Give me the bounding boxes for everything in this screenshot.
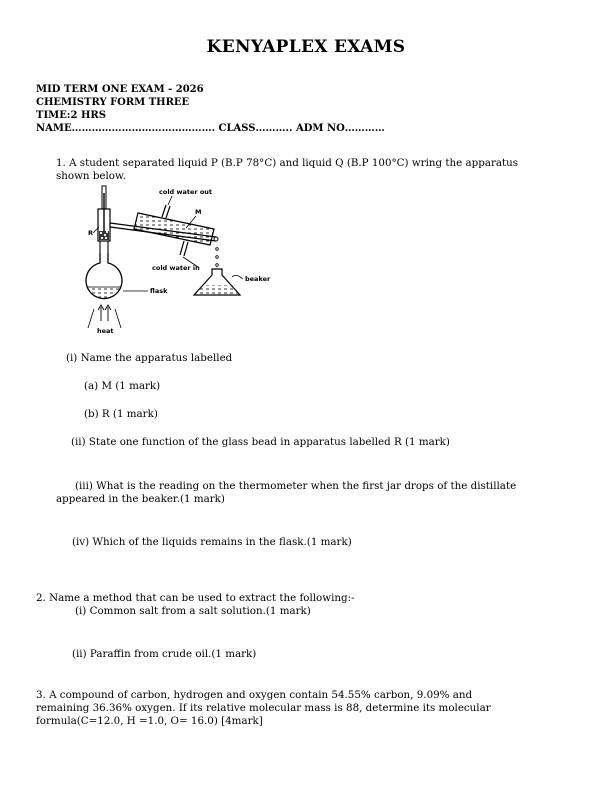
- q1-part-iv: (iv) Which of the liquids remains in the flask.(1 mark): [72, 536, 352, 548]
- q1-part-i-b: (b) R (1 mark): [84, 408, 158, 420]
- subject-class: CHEMISTRY FORM THREE: [36, 97, 190, 108]
- q1-part-iii-line1: (iii) What is the reading on the thermometer when the first jar drops of the distillate: [75, 480, 517, 492]
- label-flask: flask: [150, 287, 168, 295]
- exam-name: MID TERM ONE EXAM - 2026: [36, 84, 204, 95]
- label-beaker: beaker: [245, 275, 271, 283]
- q1-part-i: (i) Name the apparatus labelled: [66, 352, 233, 364]
- exam-duration: TIME:2 HRS: [36, 110, 106, 121]
- q2-part-ii: (ii) Paraffin from crude oil.(1 mark): [72, 648, 257, 660]
- receiving-beaker: [194, 269, 240, 295]
- q1-stem-line1: 1. A student separated liquid P (B.P 78°C) and liquid Q (B.P 100°C) wring the apparatus: [56, 157, 519, 169]
- label-m: M: [195, 208, 202, 216]
- q3-line3: formula(C=12.0, H =1.0, O= 16.0) [4mark]: [36, 715, 263, 727]
- distillation-apparatus-diagram: [80, 183, 280, 338]
- q2-stem: 2. Name a method that can be used to extract the following:-: [36, 592, 355, 604]
- label-heat: heat: [97, 327, 114, 335]
- q2-part-i: (i) Common salt from a salt solution.(1 mark): [75, 605, 311, 617]
- q1-stem-line2: shown below.: [56, 170, 126, 182]
- q3-line1: 3. A compound of carbon, hydrogen and oxygen contain 54.55% carbon, 9.09% and: [36, 689, 473, 701]
- q1-part-ii: (ii) State one function of the glass bead in apparatus labelled R (1 mark): [71, 436, 450, 448]
- glass-beads: [99, 231, 109, 240]
- label-r: R: [88, 229, 94, 237]
- q1-part-i-a: (a) M (1 mark): [84, 380, 161, 392]
- label-cold-water-in: cold water in: [152, 264, 200, 272]
- round-bottom-flask: [86, 253, 122, 299]
- heat-arrows: [88, 305, 121, 328]
- student-details-line: NAME……………………………………. CLASS……….. ADM NO…………: [36, 123, 385, 134]
- exam-title: KENYAPLEX EXAMS: [206, 37, 406, 57]
- fractionating-column: [98, 209, 110, 253]
- label-cold-water-out: cold water out: [159, 188, 213, 196]
- q1-part-iii-line2: appeared in the beaker.(1 mark): [56, 493, 225, 505]
- q3-line2: remaining 36.36% oxygen. If its relative molecular mass is 88, determine its molecular: [36, 702, 491, 714]
- liebig-condenser: [134, 205, 214, 256]
